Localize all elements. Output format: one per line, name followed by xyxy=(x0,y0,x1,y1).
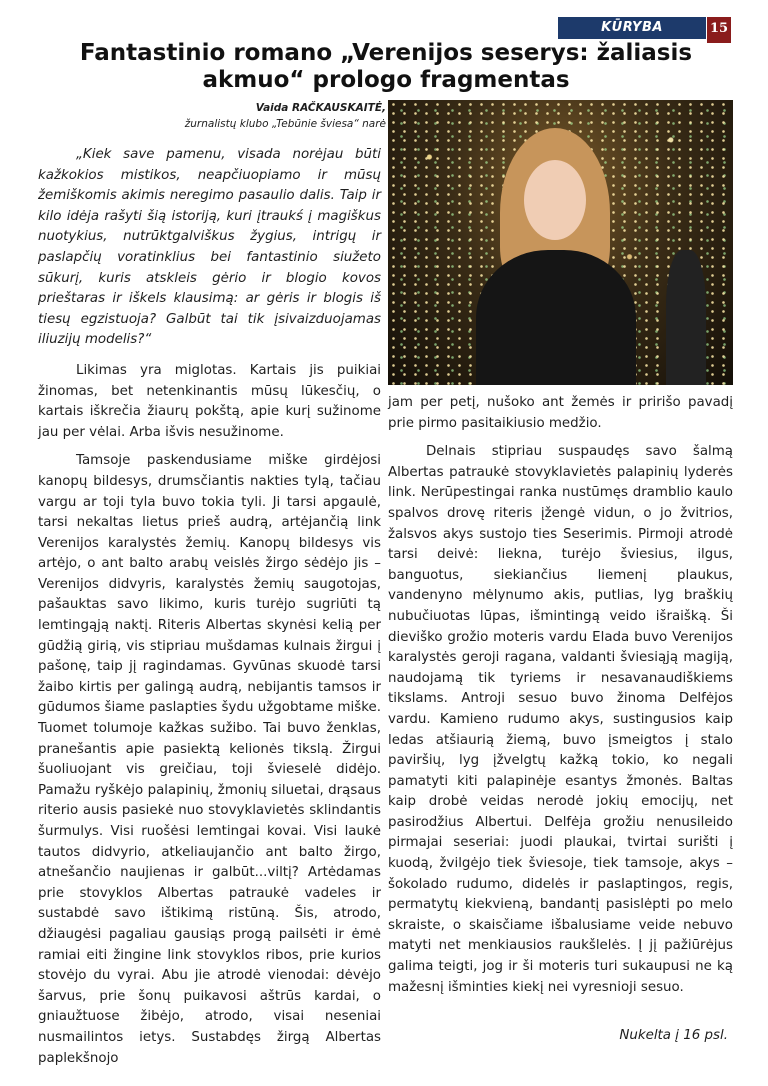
photo-body xyxy=(476,250,636,385)
photo-face xyxy=(524,160,586,240)
continued-note: Nukelta į 16 psl. xyxy=(619,1028,728,1043)
paragraph: Delnais stipriau suspaudęs savo šalmą Albertas patraukė stovyklavietės palapinių lyderės link. Nerūpestingai ranka nustūmęs dramblio kaulo spalvos drovę riteris įžengė vidun, o jo žvitrios, žalsvos akys sustojo ties Seserimis. Pirmoji atrodė tarsi deivė: liekna, turėjo šviesius, ilgus, banguotus, siekiančius liemenį plaukus, vandenyno mėlynumo akis, putlias, lyg braškių nubučiuotas lūpas, išmintingą veido išraišką. Ši dieviško grožio moteris vardu Elada buvo Verenijos karalystės geroji ragana, valdanti šviesiąją magiją, naudojamą tik tyriems ir nesavanaudiškiems tikslams. Antroji sesuo buvo žinoma Delfėjos vardu. Kamieno rudumo akys, sustingusios kaip ledas atšiaurią žiemą, buvo įsmeigtos į stalo paviršių, lyg įžvelgtų kažką tokio, ko negali pamatyti kiti palapinėje esantys žmonės. Baltas kaip drobė veidas nerodė jokių emocijų, net pasirodžius Albertui. Delfėja grožiu nenusileido pirmajai seseriai: juodi plaukai, tvirtai surišti į kuodą, žvilgėjo tiek šviesoje, tiek tamsoje, akys – šokolado rudumo, didelės ir paslaptingos, regis, permatytų kiekvieną, bandantį pasislėpti po melo skraiste, o skaisčiame išbalusiame veide nebuvo matyti net menkiausios raukšlelės. Į jį pažiūrėjus galima teigti, jog ir ši moteris turi sukaupusi ne ką mažesnį išminties kiekį nei vyresnioji sesuo. xyxy=(388,444,733,995)
photo-background-person xyxy=(666,250,706,385)
paragraph: Tamsoje paskendusiame miške girdėjosi kanopų bildesys, drumsčiantis nakties tylą, tačiau vargu ar toji tyla buvo tokia tyli. Ji tarsi apgaulė, tarsi nekaltas lietus prieš audrą, artėjančią link Verenijos karalystės žemių. Kanopų bildesys vis artėjo, o ant balto arabų veislės žirgo sėdėjo jis – Verenijos didvyris, karalystės žemių saugotojas, pašauktas savo likimo, kuris turėjo sugriūti tą lemtingąją naktį. Riteris Albertas skynėsi kelią per gūdžią girią, vis stipriau mušdamas kulnais žirgui į pašonę, taip jį ragindamas. Gyvūnas skuodė tarsi žaibo kirtis per galingą audrą, nebijantis tamsos ir gūdumos šiame paslapties šydu užgobtame miške. Tuomet tolumoje kažkas sužibo. Tai buvo ženklas, pranešantis apie pasiektą kelionės tikslą. Žirgui šuoliuojant vis greičiau, toji švieselė didėjo. Pamažu ryškėjo palapinių, žmonių siluetai, drąsaus riterio ausis pasiekė nuo stovyklavietės sklindantis šurmulys. Visi ruošėsi lemtingai kovai. Visi laukė tautos didvyrio, atkeliaujančio ant balto žirgo, atnešančio naujienas ir galbūt...viltį? Artėdamas prie stovyklos Albertas patraukė vadeles ir sustabdė savo ištikimą ristūną. Šis, atrodo, džiaugėsi pagaliau gausiąs progą pailsėti ir ėmė ramiai eiti žingine link stovyklos ribos, prie kurios stovėjo du vyrai. Abu jie atrodė vienodai: dėvėjo šarvus, prie šonų puikavosi aštrūs kardai, o gniaužtuose žibėjo, atrodo, visai neseniai nusmailintos ietys. Sustabdęs žirgą Albertas paplekšnojo xyxy=(38,453,381,1066)
intro-quote: „Kiek save pamenu, visada norėjau būti kažkokios mistikos, neapčiuopiamo ir mūsų žemiškomis akimis neregimo pasaulio dalis. Taip ir kilo idėja rašyti šią istoriją, kuri įtraukś į magiškus nuotykius, nutrūktgalviškus žygius, intrigų ir paslapčių voratinklius bei fantastinio siužeto sūkurį, kuris atskleis gėrio ir blogio kovos prieštaras ir iškels klausimą: ar gėris ir blogis iš tiesų egzistuoja? Galbūt tai tik įsivaizduojamas iliuzijų modelis?“ xyxy=(38,147,381,348)
author-role: žurnalistų klubo „Tebūnie šviesa“ narė xyxy=(184,118,386,130)
right-column xyxy=(388,393,733,1006)
author-name: Vaida RAČKAUSKAITĖ, xyxy=(255,102,386,114)
byline xyxy=(185,100,386,132)
left-column xyxy=(38,145,381,1077)
paragraph: Likimas yra miglotas. Kartais jis puikiai žinomas, bet netenkinantis mūsų lūkesčių, o kartais iškrečia žiaurų pokštą, apie kurį sužinome jau per vėlai. Arba išvis nesužinome. xyxy=(38,362,381,440)
paragraph-continued: jam per petį, nušoko ant žemės ir pririšo pavadį prie pirmo pasitaikiusio medžio. xyxy=(388,395,733,431)
section-label: KŪRYBA xyxy=(558,17,706,39)
page-number: 15 xyxy=(707,17,731,43)
author-photo xyxy=(388,100,733,385)
article-title: Fantastinio romano „Verenijos seserys: žaliasis akmuo“ prologo fragmentas xyxy=(79,40,693,93)
